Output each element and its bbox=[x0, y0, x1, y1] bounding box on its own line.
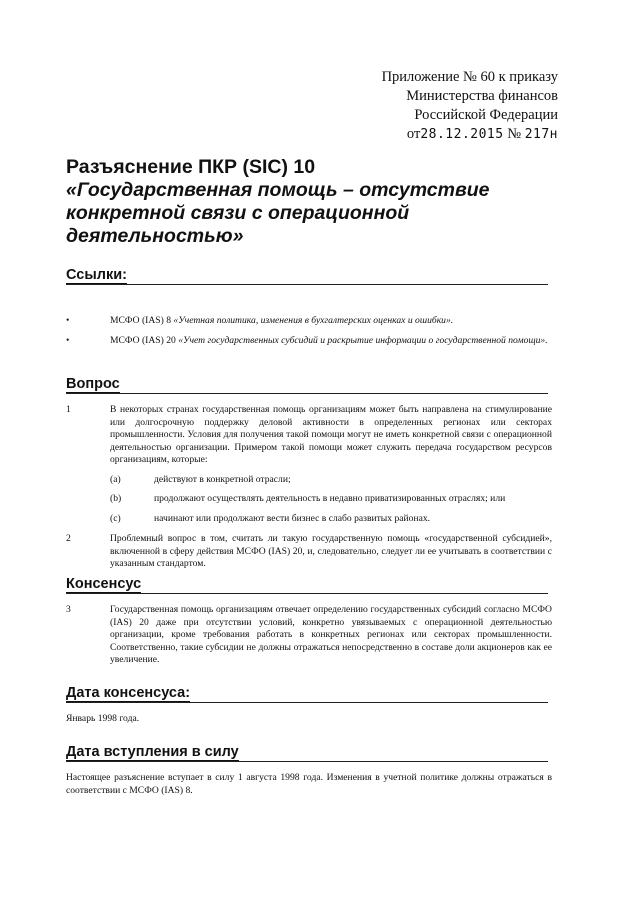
effective-date-text: Настоящее разъяснение вступает в силу 1 августа 1998 года. Изменения в учетной политике должны отражаться в соответствии с МСФО (IAS) 8. bbox=[66, 772, 552, 796]
list-text: начинают или продолжают вести бизнес в слабо развитых районах. bbox=[154, 512, 431, 524]
appendix-line-1: Приложение № 60 к приказу bbox=[381, 69, 558, 85]
section-divider bbox=[66, 702, 548, 703]
document-title bbox=[66, 156, 536, 248]
question-section bbox=[66, 404, 552, 571]
appendix-line-2: Министерства финансов bbox=[406, 88, 558, 104]
section-heading-question bbox=[66, 375, 548, 393]
bullet: • bbox=[66, 334, 70, 346]
section-heading-consensus-date bbox=[66, 684, 548, 702]
list-text: продолжают осуществлять деятельность в недавно приватизированных отраслях; или bbox=[154, 493, 506, 504]
list-item bbox=[110, 493, 552, 506]
paragraph-number: 3 bbox=[66, 604, 71, 615]
paragraph bbox=[66, 533, 552, 571]
section-heading-label: Дата консенсуса: bbox=[66, 685, 191, 701]
reference-item bbox=[66, 335, 552, 348]
section-heading-label: Дата вступления в силу bbox=[66, 744, 239, 760]
appendix-number-prefix: № bbox=[507, 126, 522, 142]
appendix-number: 217н bbox=[524, 127, 558, 142]
appendix-date: 28.12.2015 bbox=[420, 127, 504, 142]
section-heading-label: Вопрос bbox=[66, 376, 120, 392]
section-heading-label: Консенсус bbox=[66, 576, 142, 592]
references-list bbox=[66, 315, 552, 354]
reference-title: «Учетная политика, изменения в бухгалтерских оценках и ошибки». bbox=[173, 315, 454, 326]
appendix-date-prefix: от bbox=[406, 126, 421, 142]
list-text: действуют в конкретной отрасли; bbox=[154, 473, 291, 485]
appendix-header bbox=[382, 68, 558, 144]
list-letter: (a) bbox=[110, 473, 121, 485]
paragraph bbox=[66, 404, 552, 525]
section-divider bbox=[66, 593, 548, 594]
section-divider bbox=[66, 393, 548, 394]
paragraph-number: 1 bbox=[66, 404, 71, 415]
paragraph-text: Государственная помощь организациям отвечает определению государственных субсидий согласно МСФО (IAS) 20 даже при отсутствии условий, конкретно увязываемых с операционной деятельностью организации, кроме требования работать в конкретных регионах или секторах промышленности. Соответственно, такие субсидии не должны отражаться непосредственно в составе доли акционеров как ее увеличение. bbox=[110, 604, 552, 665]
section-divider bbox=[66, 284, 548, 285]
paragraph-text: Проблемный вопрос в том, считать ли такую государственную помощь «государственной субсидией», включенной в сферу действия МСФО (IAS) 20, и, следовательно, следует ли ее учитывать в соответствии с указанным стандартом. bbox=[110, 533, 552, 569]
list-item bbox=[110, 474, 552, 487]
appendix-line-3: Российской Федерации bbox=[414, 107, 558, 123]
reference-item bbox=[66, 315, 552, 328]
section-divider bbox=[66, 761, 548, 762]
section-heading-label: Ссылки: bbox=[66, 267, 127, 283]
section-heading-consensus bbox=[66, 575, 548, 593]
section-heading-references bbox=[66, 266, 548, 284]
title-line-2: «Государственная помощь – отсутствие конкретной связи с операционной деятельностью» bbox=[66, 179, 490, 247]
reference-prefix: МСФО (IAS) 8 bbox=[110, 315, 174, 326]
paragraph bbox=[66, 604, 552, 667]
list-item bbox=[110, 513, 552, 526]
list-letter: (b) bbox=[110, 493, 122, 504]
reference-prefix: МСФО (IAS) 20 bbox=[110, 334, 179, 346]
consensus-section bbox=[66, 604, 552, 667]
bullet: • bbox=[66, 315, 70, 326]
paragraph-number: 2 bbox=[66, 533, 71, 544]
consensus-date-text: Январь 1998 года. bbox=[66, 713, 140, 724]
list-letter: (c) bbox=[110, 512, 121, 524]
paragraph-text: В некоторых странах государственная помощь организациям может быть направлена на стимулирование или долгосрочную поддержку деловой активности в определенных регионах или секторах промышленности. Условия для получения такой помощи могут не иметь конкретной связи с операционной деятельностью организации. Примером такой помощи может служить передача государством ресурсов организациям, которые: bbox=[110, 404, 552, 465]
title-line-1: Разъяснение ПКР (SIC) 10 bbox=[66, 156, 316, 178]
reference-title: «Учет государственных субсидий и раскрытие информации о государственной помощи». bbox=[178, 334, 548, 346]
section-heading-effective-date bbox=[66, 743, 548, 761]
appendix-line-4 bbox=[382, 125, 558, 144]
